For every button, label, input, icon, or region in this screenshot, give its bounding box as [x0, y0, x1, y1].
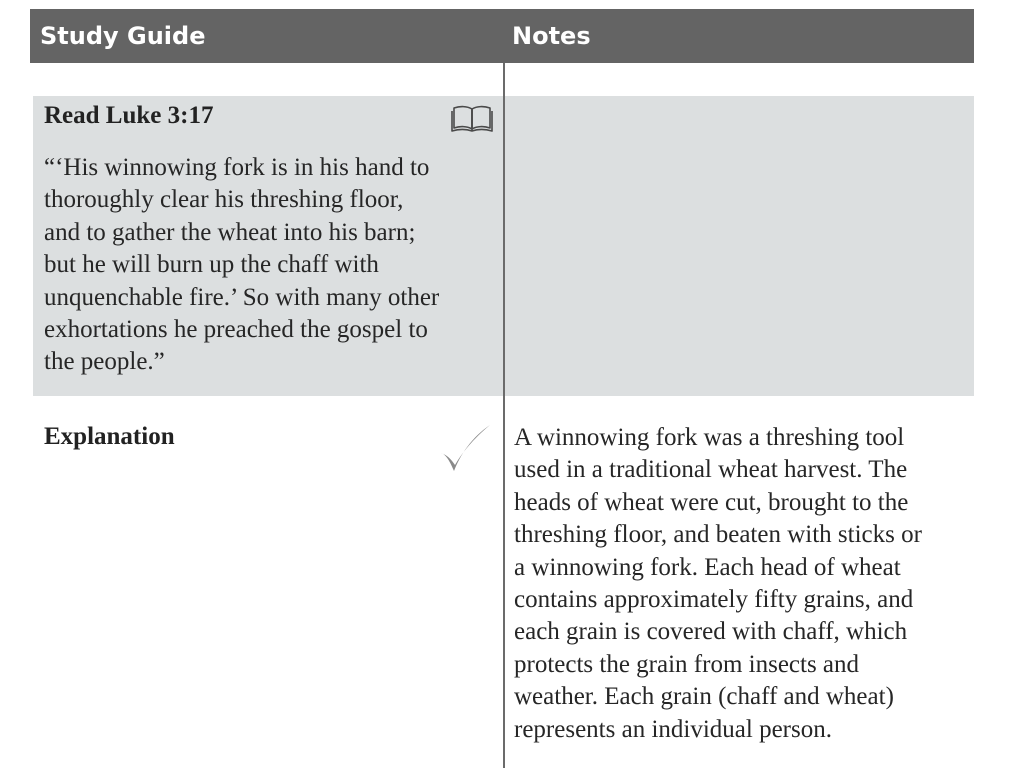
- scripture-line: but he will burn up the chaff with: [44, 251, 379, 279]
- table-header: [30, 9, 974, 63]
- explanation-line: A winnowing fork was a threshing tool: [514, 424, 905, 451]
- notes-heading: Notes: [512, 22, 591, 50]
- explanation-line: each grain is covered with chaff, which: [514, 618, 908, 646]
- scripture-line: and to gather the wheat into his barn;: [44, 218, 416, 246]
- explanation-title: Explanation: [44, 423, 175, 450]
- scripture-line: thoroughly clear his threshing floor,: [44, 186, 404, 214]
- column-divider: [503, 63, 505, 768]
- explanation-line: contains approximately fifty grains, and: [514, 586, 914, 614]
- open-book-icon: [451, 103, 493, 133]
- scripture-line: the people.”: [44, 348, 165, 376]
- scripture-line: exhortations he preached the gospel to: [44, 316, 428, 344]
- explanation-line: protects the grain from insects and: [514, 650, 860, 678]
- explanation-line: a winnowing fork. Each head of wheat: [514, 553, 901, 581]
- scripture-reference-title: Read Luke 3:17: [44, 102, 214, 129]
- scripture-passage: [44, 152, 494, 379]
- explanation-passage: [514, 422, 969, 746]
- study-guide-heading: Study Guide: [40, 22, 206, 50]
- explanation-line: used in a traditional wheat harvest. The: [514, 456, 908, 484]
- scripture-line: “‘His winnowing fork is in his hand to: [44, 154, 430, 181]
- explanation-line: represents an individual person.: [514, 715, 832, 743]
- scripture-line: unquenchable fire.’ So with many other: [44, 283, 440, 311]
- explanation-line: threshing floor, and beaten with sticks or: [514, 521, 922, 549]
- checkmark-icon: [438, 423, 492, 475]
- explanation-line: heads of wheat were cut, brought to the: [514, 488, 909, 516]
- explanation-line: weather. Each grain (chaff and wheat): [514, 683, 894, 711]
